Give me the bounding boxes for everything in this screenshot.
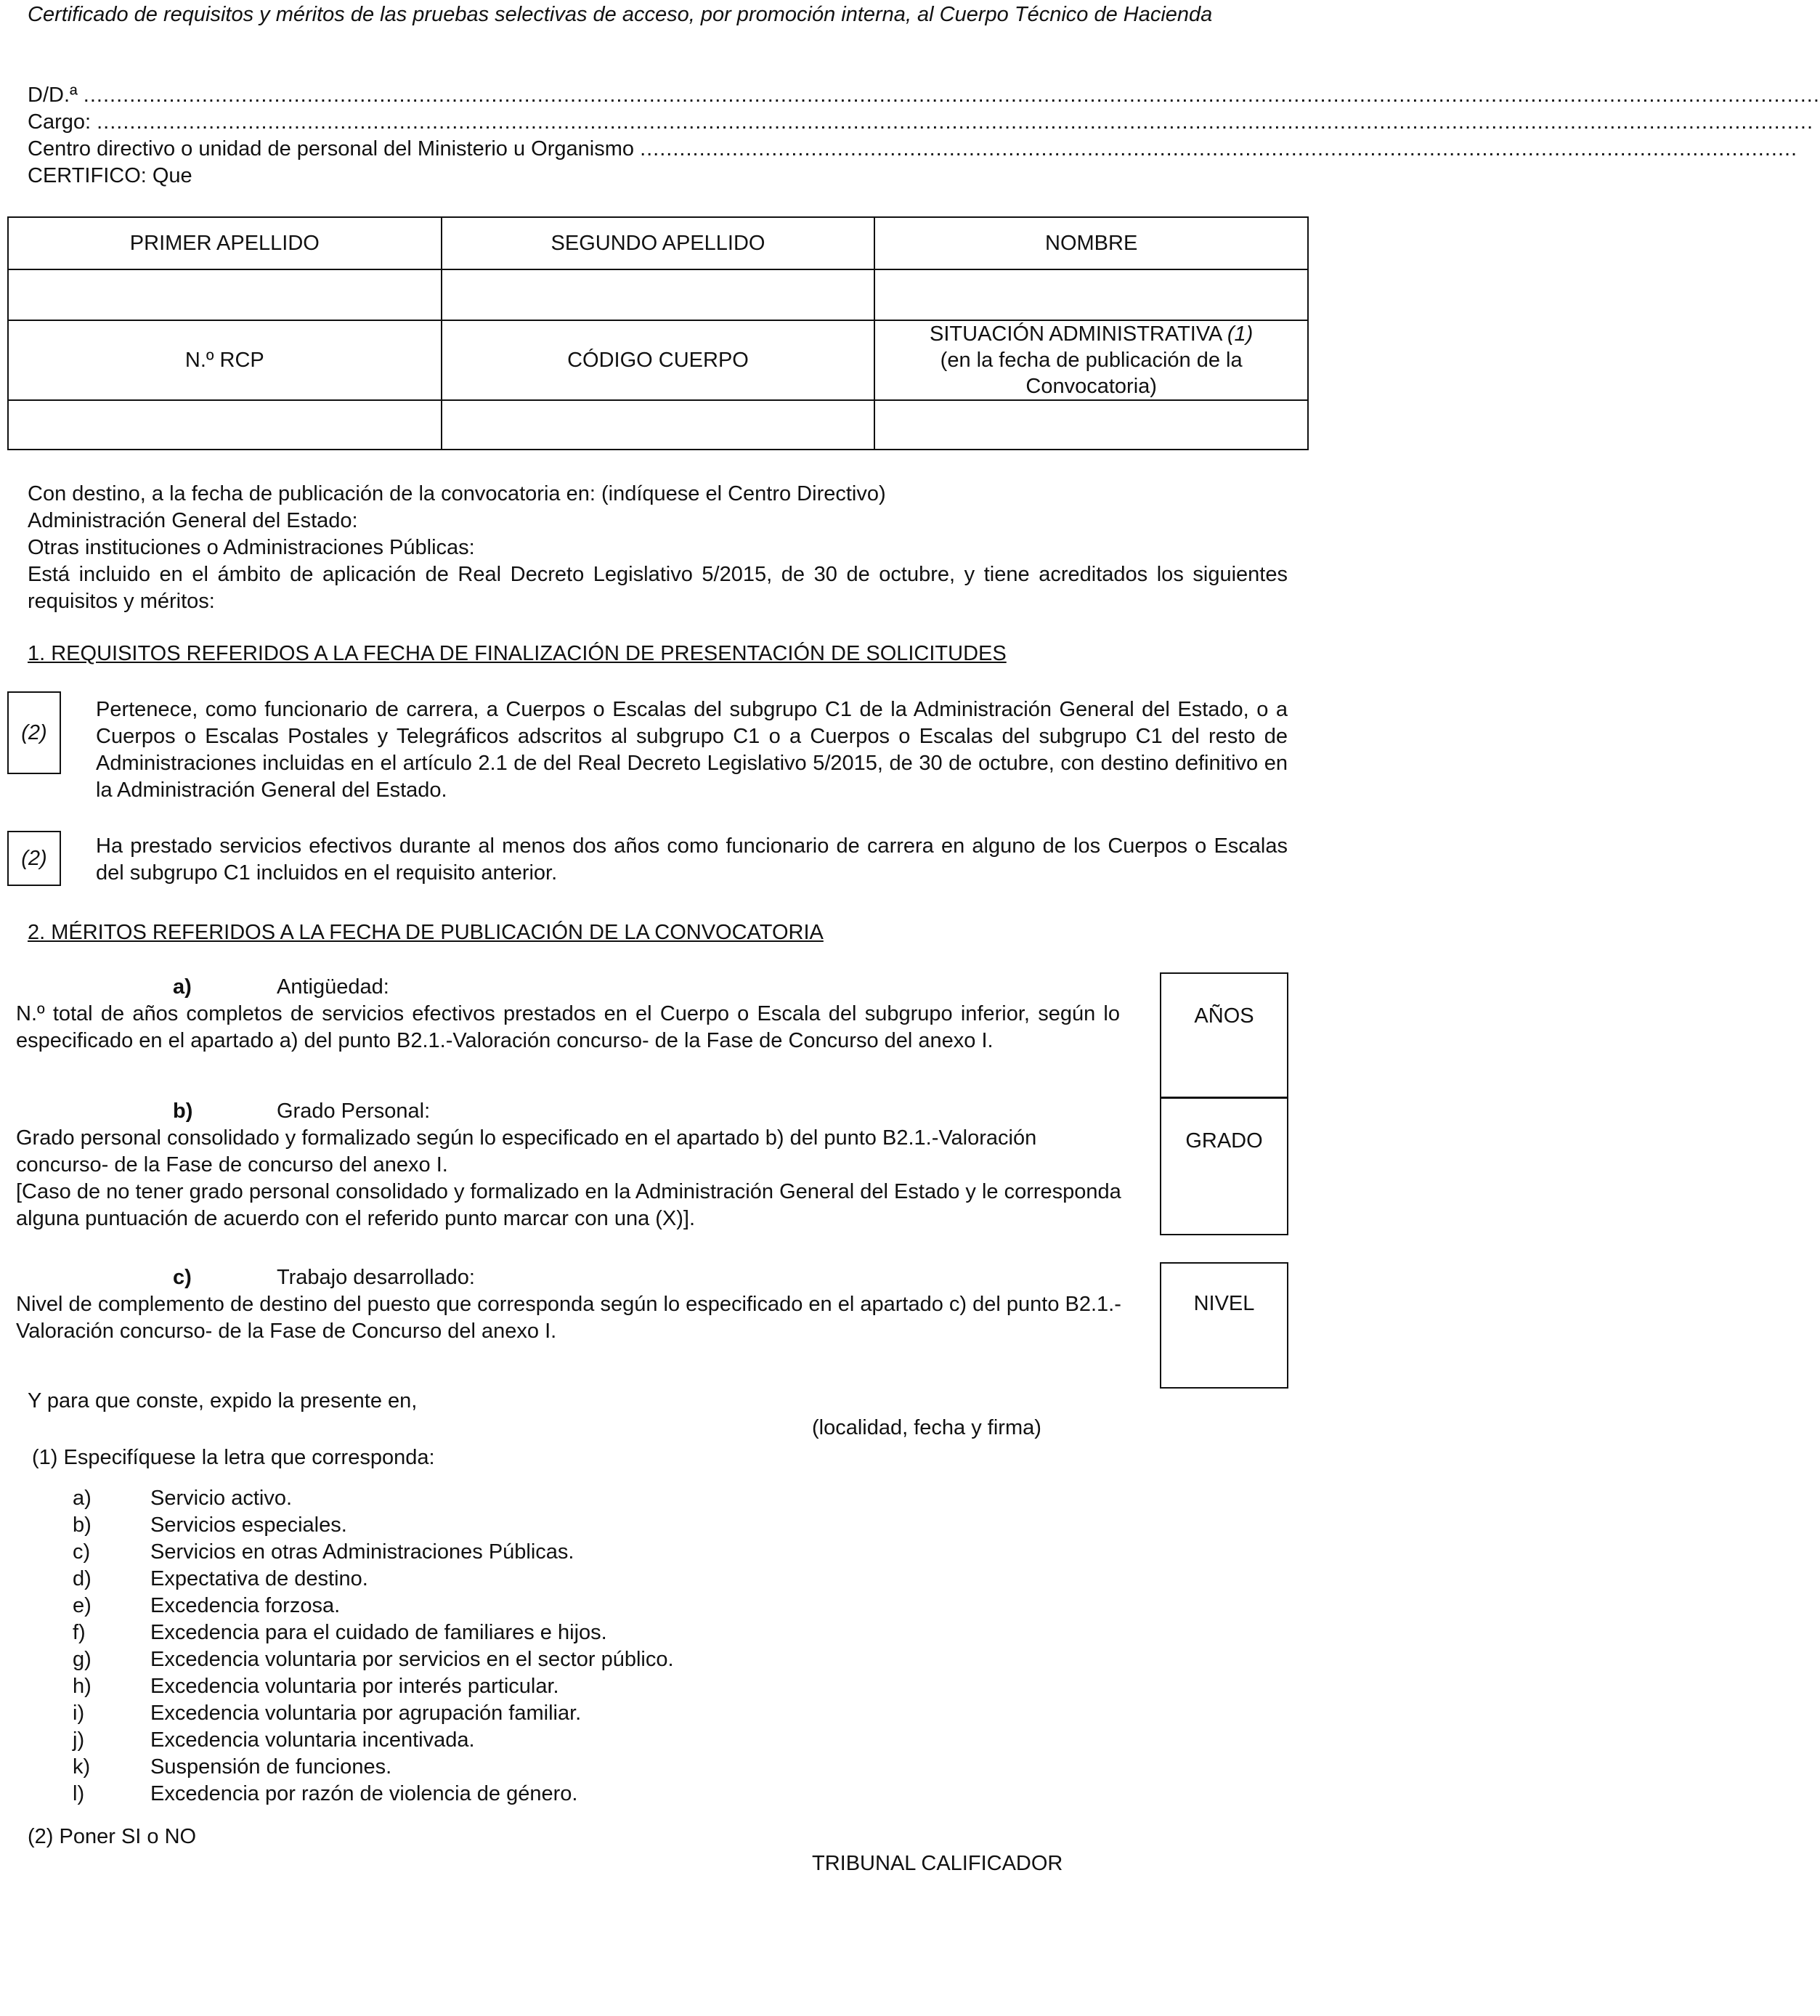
list-item-value: Excedencia para el cuidado de familiares e hijos.: [150, 1621, 607, 1644]
section2-title: 2. MÉRITOS REFERIDOS A LA FECHA DE PUBLICACIÓN DE LA CONVOCATORIA: [28, 921, 824, 944]
localidad-label: (localidad, fecha y firma): [812, 1416, 1041, 1439]
merit-a-box[interactable]: AÑOS: [1160, 972, 1288, 1099]
field-dda-label: D/D.ª: [28, 84, 78, 107]
list-item: [73, 1646, 944, 1673]
field-centro-label: Centro directivo o unidad de personal del Ministerio u Organismo: [28, 137, 634, 160]
list-item-value: Expectativa de destino.: [150, 1567, 368, 1590]
req2-checkbox[interactable]: (2): [7, 831, 61, 886]
note1-title: (1) Especifíquese la letra que corresponda:: [32, 1446, 435, 1469]
header-codigo-cuerpo: CÓDIGO CUERPO: [442, 320, 875, 400]
merit-a-letter: a): [173, 975, 192, 999]
list-item-key: e): [73, 1594, 92, 1617]
header-primer-apellido: PRIMER APELLIDO: [8, 217, 442, 269]
merit-a-heading: Antigüedad:: [277, 975, 389, 999]
merit-b-text: Grado personal consolidado y formalizado según lo especificado en el apartado b) del punto B2.1.-Valoración concurso- de la Fase de concurso del anexo I.: [16, 1126, 1037, 1176]
list-item-value: Excedencia voluntaria por agrupación familiar.: [150, 1702, 582, 1725]
merit-c-heading: Trabajo desarrollado:: [277, 1266, 475, 1289]
list-item-key: f): [73, 1621, 86, 1644]
merit-c-text: Nivel de complemento de destino del puesto que corresponda según lo especificado en el apartado c) del punto B2.1.-Valoración concurso- de la Fase de Concurso del anexo I.: [16, 1293, 1121, 1343]
situacion-note: (1): [1227, 322, 1254, 346]
situacion-sub: (en la fecha de publicación de la Convocatoria): [940, 349, 1243, 398]
list-item-value: Excedencia voluntaria incentivada.: [150, 1728, 475, 1752]
field-centro[interactable]: Centro directivo o unidad de personal del Ministerio u Organismo ................................................................................................................................................................................: [28, 137, 1798, 160]
list-item: [73, 1512, 944, 1539]
list-item-key: g): [73, 1648, 92, 1671]
destino-age: Administración General del Estado:: [28, 509, 358, 532]
merit-b-letter: b): [173, 1100, 193, 1123]
identification-table: [7, 216, 1309, 450]
list-item-value: Servicios especiales.: [150, 1513, 347, 1537]
list-item-value: Excedencia voluntaria por servicios en el sector público.: [150, 1648, 674, 1671]
list-item: [73, 1619, 944, 1646]
cell-nombre[interactable]: [874, 269, 1308, 320]
list-item: [73, 1700, 944, 1727]
situations-list: [73, 1485, 944, 1808]
certifico-label: CERTIFICO: Que: [28, 164, 192, 187]
list-item: [73, 1485, 944, 1512]
field-dda[interactable]: D/D.ª ........................................................................................................................................................................................................................................................................: [28, 84, 1820, 107]
list-item-key: j): [73, 1728, 85, 1752]
list-item: [73, 1539, 944, 1566]
list-item-key: a): [73, 1487, 92, 1510]
cell-situacion[interactable]: [874, 400, 1308, 450]
list-item-value: Servicios en otras Administraciones Públicas.: [150, 1540, 574, 1564]
merit-c-letter: c): [173, 1266, 192, 1289]
list-item: [73, 1593, 944, 1619]
section1-title: 1. REQUISITOS REFERIDOS A LA FECHA DE FINALIZACIÓN DE PRESENTACIÓN DE SOLICITUDES: [28, 642, 1007, 665]
cell-nrcp[interactable]: [8, 400, 442, 450]
req1-text: Pertenece, como funcionario de carrera, a Cuerpos o Escalas del subgrupo C1 de la Administración General del Estado, o a Cuerpos o Escalas Postales y Telegráficos adscritos al subgrupo C1 o a Cuerpos o Escalas del subgrupo C1 del resto de Administraciones incluidas en el artículo 2.1 de del Real Decreto Legislativo 5/2015, de 30 de octubre, con destino definitivo en la Administración General del Estado.: [96, 698, 1288, 802]
merit-b-text2: [Caso de no tener grado personal consolidado y formalizado en la Administración General del Estado y le corresponda alguna puntuación de acuerdo con el referido punto marcar con una (X)].: [16, 1180, 1121, 1230]
header-situacion-administrativa: [874, 320, 1308, 400]
merit-a-text: N.º total de años completos de servicios efectivos prestados en el Cuerpo o Escala del subgrupo inferior, según lo especificado en el apartado a) del punto B2.1.-Valoración concurso- de la Fase de Concurso del anexo I.: [16, 1002, 1120, 1052]
list-item: [73, 1781, 944, 1808]
situacion-title: SITUACIÓN ADMINISTRATIVA: [930, 322, 1222, 346]
list-item-key: d): [73, 1567, 92, 1590]
closing-text: Y para que conste, expido la presente en,: [28, 1389, 418, 1413]
list-item-value: Excedencia por razón de violencia de género.: [150, 1782, 578, 1805]
list-item-key: c): [73, 1540, 91, 1564]
list-item-key: l): [73, 1782, 85, 1805]
header-segundo-apellido: SEGUNDO APELLIDO: [442, 217, 875, 269]
list-item-value: Excedencia forzosa.: [150, 1594, 341, 1617]
field-cargo-label: Cargo:: [28, 110, 92, 134]
header-nombre: NOMBRE: [874, 217, 1308, 269]
list-item-value: Suspensión de funciones.: [150, 1755, 392, 1779]
list-item: [73, 1566, 944, 1593]
tribunal-label: TRIBUNAL CALIFICADOR: [812, 1852, 1063, 1875]
req2-text: Ha prestado servicios efectivos durante al menos dos años como funcionario de carrera en alguno de los Cuerpos o Escalas del subgrupo C1 incluidos en el requisito anterior.: [96, 834, 1288, 885]
merit-b-heading: Grado Personal:: [277, 1100, 431, 1123]
merit-c-box[interactable]: NIVEL: [1160, 1262, 1288, 1389]
cell-segundo-apellido[interactable]: [442, 269, 875, 320]
list-item-key: b): [73, 1513, 92, 1537]
field-cargo[interactable]: Cargo: .....................................................................................................................................................................................................................................................................: [28, 110, 1814, 134]
list-item-key: i): [73, 1702, 85, 1725]
list-item-key: k): [73, 1755, 91, 1779]
cell-primer-apellido[interactable]: [8, 269, 442, 320]
req1-checkbox[interactable]: (2): [7, 691, 61, 774]
list-item-value: Servicio activo.: [150, 1487, 293, 1510]
cell-codigo-cuerpo[interactable]: [442, 400, 875, 450]
list-item: [73, 1673, 944, 1700]
list-item: [73, 1754, 944, 1781]
destino-otras: Otras instituciones o Administraciones Públicas:: [28, 536, 475, 559]
list-item: [73, 1727, 944, 1754]
list-item-value: Excedencia voluntaria por interés particular.: [150, 1675, 559, 1698]
header-nrcp: N.º RCP: [8, 320, 442, 400]
merit-b-box[interactable]: GRADO: [1160, 1097, 1288, 1235]
note2-text: (2) Poner SI o NO: [28, 1825, 197, 1848]
certificate-title: Certificado de requisitos y méritos de las pruebas selectivas de acceso, por promoción interna, al Cuerpo Técnico de Hacienda: [28, 3, 1213, 26]
list-item-key: h): [73, 1675, 92, 1698]
destino-line: Con destino, a la fecha de publicación de la convocatoria en: (indíquese el Centro Directivo): [28, 482, 886, 505]
ambito-text: Está incluido en el ámbito de aplicación de Real Decreto Legislativo 5/2015, de 30 de octubre, y tiene acreditados los siguientes requisitos y méritos:: [28, 563, 1288, 613]
